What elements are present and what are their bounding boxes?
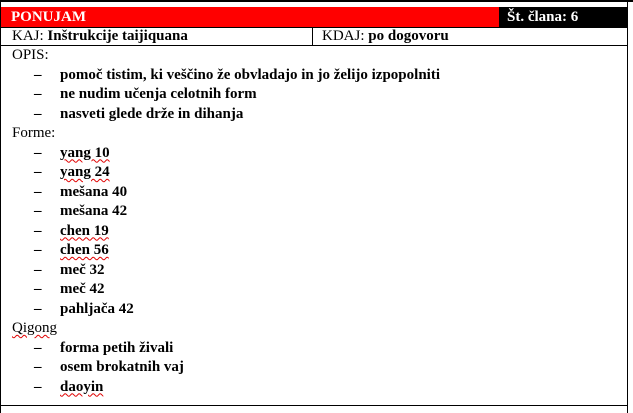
what-value: Inštrukcije taijiquana [47,28,188,44]
list-item-text: chen 19 [60,222,109,239]
info-row [1,28,627,46]
list-item-text: osem brokatnih vaj [60,359,184,375]
list-item-text: yang 10 [60,144,110,161]
dash-bullet: – [34,164,42,180]
list-item [12,222,622,242]
right-border [627,0,628,413]
dash-bullet: – [34,222,42,239]
list-item [12,105,622,125]
dash-bullet: – [34,378,42,395]
dash-bullet: – [34,281,42,297]
list-item [12,163,622,183]
dash-bullet: – [34,66,42,83]
dash-bullet: – [34,203,42,219]
list-item-text: chen 56 [60,242,109,258]
list-item-text: pahljača 42 [60,300,134,317]
list-item [12,339,622,359]
list-item-text: mešana 40 [60,183,128,200]
list-item-text: forma petih živali [60,339,174,356]
dash-bullet: – [34,144,42,161]
top-border [0,0,633,2]
list-item [12,358,622,378]
list-item-text: meč 42 [60,281,105,297]
when-cell [314,28,627,45]
header-row [1,7,627,28]
dash-bullet: – [34,339,42,356]
bottom-border [0,405,628,406]
list-item [12,280,622,300]
list-item-text: meč 32 [60,261,105,278]
dash-bullet: – [34,183,42,200]
list-item [12,300,622,320]
list-item [12,261,622,281]
dash-bullet: – [34,300,42,317]
when-value: po dogovoru [368,28,449,44]
member-number: Št. člana: 6 [499,7,627,27]
list-item-text: nasveti glede drže in dihanja [60,105,244,122]
dash-bullet: – [34,242,42,258]
list-item-text: mešana 42 [60,203,128,219]
dash-bullet: – [34,105,42,122]
offer-title: PONUJAM [1,7,499,27]
list-item [12,66,622,86]
list-item [12,241,622,261]
dash-bullet: – [34,86,42,102]
what-cell [1,28,313,45]
when-label: KDAJ: [322,28,365,44]
list-item [12,85,622,105]
qigong-list [12,339,622,398]
list-item-text: pomoč tistim, ki veščino že obvladajo in jo želijo izpopolniti [60,66,440,83]
forme-list [12,144,622,320]
list-item [12,202,622,222]
what-label: KAJ: [12,28,44,44]
opis-list [12,66,622,125]
list-item [12,144,622,164]
section-title-opis: OPIS: [12,47,49,63]
list-item-text: yang 24 [60,164,110,180]
dash-bullet: – [34,359,42,375]
list-item [12,378,622,398]
dash-bullet: – [34,261,42,278]
section-title-qigong: Qigong [12,320,57,336]
list-item [12,183,622,203]
list-item-text: ne nudim učenja celotnih form [60,86,257,102]
section-title-forme: Forme: [12,125,56,141]
left-border [0,0,1,413]
list-item-text: daoyin [60,378,104,395]
offer-content [12,46,622,397]
